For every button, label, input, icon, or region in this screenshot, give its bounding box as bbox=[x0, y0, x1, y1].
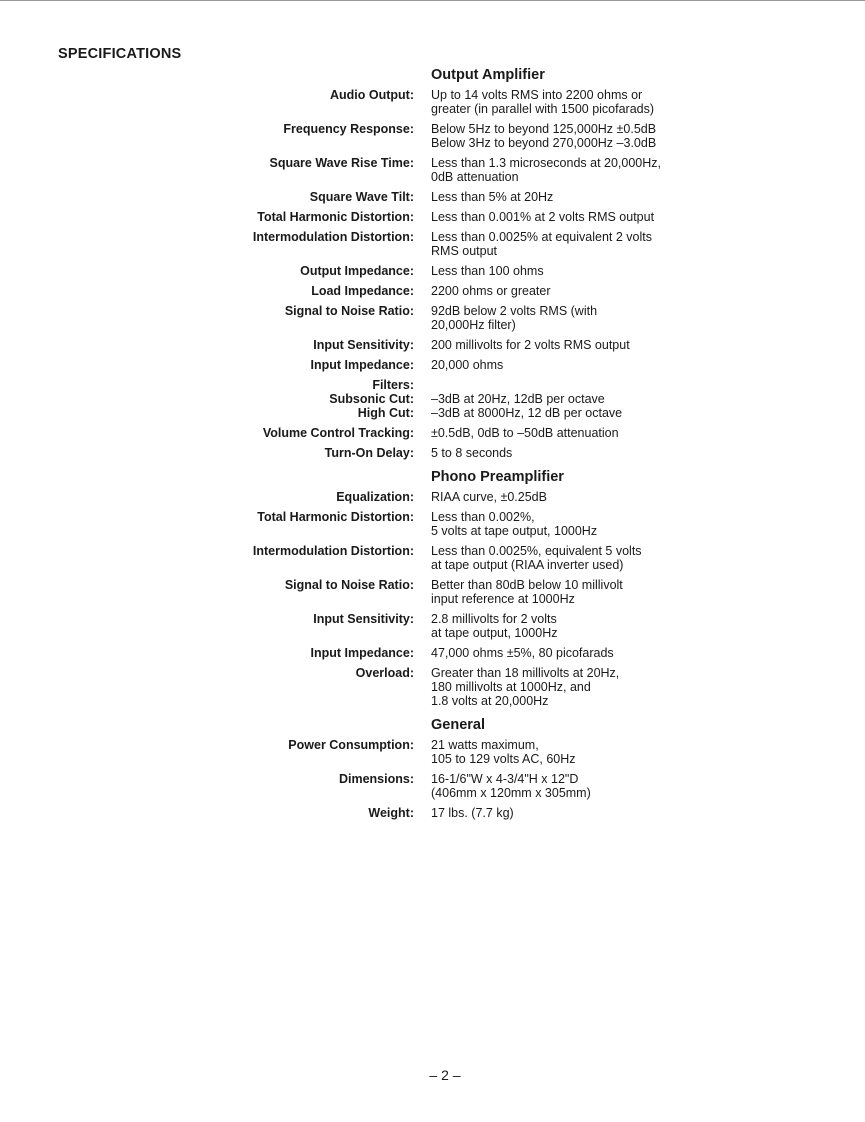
spec-row bbox=[230, 284, 700, 304]
spec-value bbox=[431, 304, 700, 338]
spec-value bbox=[431, 190, 700, 210]
spec-value-line: greater (in parallel with 1500 picofarads) bbox=[431, 102, 655, 116]
spec-value bbox=[431, 490, 700, 510]
spec-label: Filters: bbox=[372, 378, 414, 392]
spec-row bbox=[230, 738, 700, 772]
spec-label: Overload: bbox=[355, 666, 414, 680]
spec-value bbox=[431, 230, 700, 264]
spec-label: Audio Output: bbox=[330, 88, 414, 102]
spec-label: Volume Control Tracking: bbox=[262, 426, 414, 440]
spec-value-line: RMS output bbox=[431, 244, 498, 258]
spec-row bbox=[230, 88, 700, 122]
spec-value-line: Less than 100 ohms bbox=[431, 264, 544, 278]
section-general bbox=[230, 738, 700, 826]
spec-value-line: 16-1/6"W x 4-3/4"H x 12"D bbox=[431, 772, 579, 786]
spec-value-line: 5 volts at tape output, 1000Hz bbox=[431, 524, 598, 538]
top-rule bbox=[0, 0, 865, 1]
section-phono-preamplifier bbox=[230, 490, 700, 714]
spec-value-line: at tape output (RIAA inverter used) bbox=[431, 558, 624, 572]
spec-label: Turn-On Delay: bbox=[324, 446, 414, 460]
spec-value-line: 0dB attenuation bbox=[431, 170, 519, 184]
spec-value bbox=[431, 612, 700, 646]
spec-value bbox=[431, 772, 700, 806]
section-title-phono-preamplifier: Phono Preamplifier bbox=[431, 469, 564, 485]
spec-row bbox=[230, 446, 700, 466]
spec-value-line: 200 millivolts for 2 volts RMS output bbox=[431, 338, 630, 352]
spec-label: Weight: bbox=[368, 806, 414, 820]
spec-value-line: 105 to 129 volts AC, 60Hz bbox=[431, 752, 576, 766]
spec-label: Power Consumption: bbox=[288, 738, 414, 752]
spec-value-line: 2200 ohms or greater bbox=[431, 284, 551, 298]
spec-row bbox=[230, 338, 700, 358]
spec-label: Input Impedance: bbox=[310, 646, 414, 660]
spec-value-line: 21 watts maximum, bbox=[431, 738, 539, 752]
spec-label: Equalization: bbox=[336, 490, 414, 504]
spec-value-line: 1.8 volts at 20,000Hz bbox=[431, 694, 549, 708]
section-title-general: General bbox=[431, 717, 485, 733]
spec-value bbox=[431, 738, 700, 772]
section-title-output-amplifier: Output Amplifier bbox=[431, 67, 545, 83]
spec-row bbox=[230, 806, 700, 826]
spec-label: Square Wave Tilt: bbox=[309, 190, 414, 204]
spec-value-line: 17 lbs. (7.7 kg) bbox=[431, 806, 514, 820]
spec-row bbox=[230, 612, 700, 646]
spec-label: Signal to Noise Ratio: bbox=[284, 578, 414, 592]
spec-label: Subsonic Cut: bbox=[329, 392, 414, 406]
section-title-row bbox=[230, 64, 700, 88]
spec-value-line: Up to 14 volts RMS into 2200 ohms or bbox=[431, 88, 643, 102]
spec-row bbox=[230, 156, 700, 190]
page-number: – 2 – bbox=[429, 1067, 461, 1083]
spec-value-line: Below 3Hz to beyond 270,000Hz –3.0dB bbox=[431, 136, 657, 150]
spec-value bbox=[431, 122, 700, 156]
spec-value bbox=[431, 378, 700, 392]
spec-row bbox=[230, 510, 700, 544]
spec-label: Input Sensitivity: bbox=[313, 612, 414, 626]
spec-value-line: 180 millivolts at 1000Hz, and bbox=[431, 680, 591, 694]
spec-label: Signal to Noise Ratio: bbox=[284, 304, 414, 318]
spec-row bbox=[230, 122, 700, 156]
spec-value bbox=[431, 358, 700, 378]
spec-row bbox=[230, 264, 700, 284]
spec-row bbox=[230, 304, 700, 338]
spec-table bbox=[230, 64, 700, 826]
spec-value-line: Less than 0.0025%, equivalent 5 volts bbox=[431, 544, 642, 558]
spec-value-line: –3dB at 8000Hz, 12 dB per octave bbox=[431, 406, 623, 420]
spec-value bbox=[431, 210, 700, 230]
spec-row bbox=[230, 406, 700, 426]
spec-value bbox=[431, 88, 700, 122]
spec-label: High Cut: bbox=[357, 406, 414, 420]
spec-value bbox=[431, 510, 700, 544]
spec-value-line: Below 5Hz to beyond 125,000Hz ±0.5dB bbox=[431, 122, 657, 136]
spec-value-line: input reference at 1000Hz bbox=[431, 592, 575, 606]
spec-value-line: Less than 1.3 microseconds at 20,000Hz, bbox=[431, 156, 661, 170]
spec-value-line: 20,000 ohms bbox=[431, 358, 504, 372]
spec-label: Intermodulation Distortion: bbox=[252, 544, 414, 558]
spec-value-line: Less than 5% at 20Hz bbox=[431, 190, 554, 204]
spec-row bbox=[230, 544, 700, 578]
spec-value bbox=[431, 284, 700, 304]
spec-value-line: Greater than 18 millivolts at 20Hz, bbox=[431, 666, 620, 680]
page-title: SPECIFICATIONS bbox=[58, 46, 182, 62]
spec-row bbox=[230, 426, 700, 446]
section-output-amplifier bbox=[230, 88, 700, 466]
spec-row bbox=[230, 230, 700, 264]
spec-label: Intermodulation Distortion: bbox=[252, 230, 414, 244]
spec-value bbox=[431, 264, 700, 284]
spec-row bbox=[230, 392, 700, 406]
spec-value-line: at tape output, 1000Hz bbox=[431, 626, 558, 640]
spec-value-line: Less than 0.0025% at equivalent 2 volts bbox=[431, 230, 652, 244]
spec-row bbox=[230, 646, 700, 666]
spec-label: Total Harmonic Distortion: bbox=[257, 510, 414, 524]
spec-value bbox=[431, 406, 700, 426]
spec-value-line: (406mm x 120mm x 305mm) bbox=[431, 786, 591, 800]
spec-value bbox=[431, 426, 700, 446]
spec-label: Load Impedance: bbox=[311, 284, 414, 298]
spec-value-line: 2.8 millivolts for 2 volts bbox=[431, 612, 557, 626]
spec-label: Dimensions: bbox=[338, 772, 414, 786]
spec-label: Total Harmonic Distortion: bbox=[257, 210, 414, 224]
spec-value bbox=[431, 338, 700, 358]
spec-label: Input Impedance: bbox=[310, 358, 414, 372]
spec-value-line: ±0.5dB, 0dB to –50dB attenuation bbox=[431, 426, 619, 440]
spec-label: Frequency Response: bbox=[283, 122, 414, 136]
spec-row bbox=[230, 378, 700, 392]
spec-value-line: Less than 0.001% at 2 volts RMS output bbox=[431, 210, 655, 224]
spec-label: Input Sensitivity: bbox=[313, 338, 414, 352]
spec-row bbox=[230, 772, 700, 806]
spec-row bbox=[230, 210, 700, 230]
section-title-row bbox=[230, 714, 700, 738]
spec-value bbox=[431, 446, 700, 466]
spec-row bbox=[230, 490, 700, 510]
spec-value-line: Less than 0.002%, bbox=[431, 510, 535, 524]
spec-value-line: 92dB below 2 volts RMS (with bbox=[431, 304, 598, 318]
spec-label: Output Impedance: bbox=[300, 264, 414, 278]
spec-value bbox=[431, 646, 700, 666]
spec-value-line: 20,000Hz filter) bbox=[431, 318, 516, 332]
spec-value bbox=[431, 156, 700, 190]
spec-value-line: Better than 80dB below 10 millivolt bbox=[431, 578, 623, 592]
spec-value bbox=[431, 806, 700, 826]
spec-value bbox=[431, 392, 700, 406]
spec-row bbox=[230, 358, 700, 378]
spec-value bbox=[431, 578, 700, 612]
section-title-row bbox=[230, 466, 700, 490]
spec-value bbox=[431, 666, 700, 714]
spec-value-line: 5 to 8 seconds bbox=[431, 446, 513, 460]
spec-row bbox=[230, 578, 700, 612]
spec-row bbox=[230, 190, 700, 210]
spec-label: Square Wave Rise Time: bbox=[269, 156, 414, 170]
spec-value bbox=[431, 544, 700, 578]
spec-value-line: RIAA curve, ±0.25dB bbox=[431, 490, 547, 504]
spec-row bbox=[230, 666, 700, 714]
spec-value-line: –3dB at 20Hz, 12dB per octave bbox=[431, 392, 605, 406]
spec-value-line: 47,000 ohms ±5%, 80 picofarads bbox=[431, 646, 614, 660]
